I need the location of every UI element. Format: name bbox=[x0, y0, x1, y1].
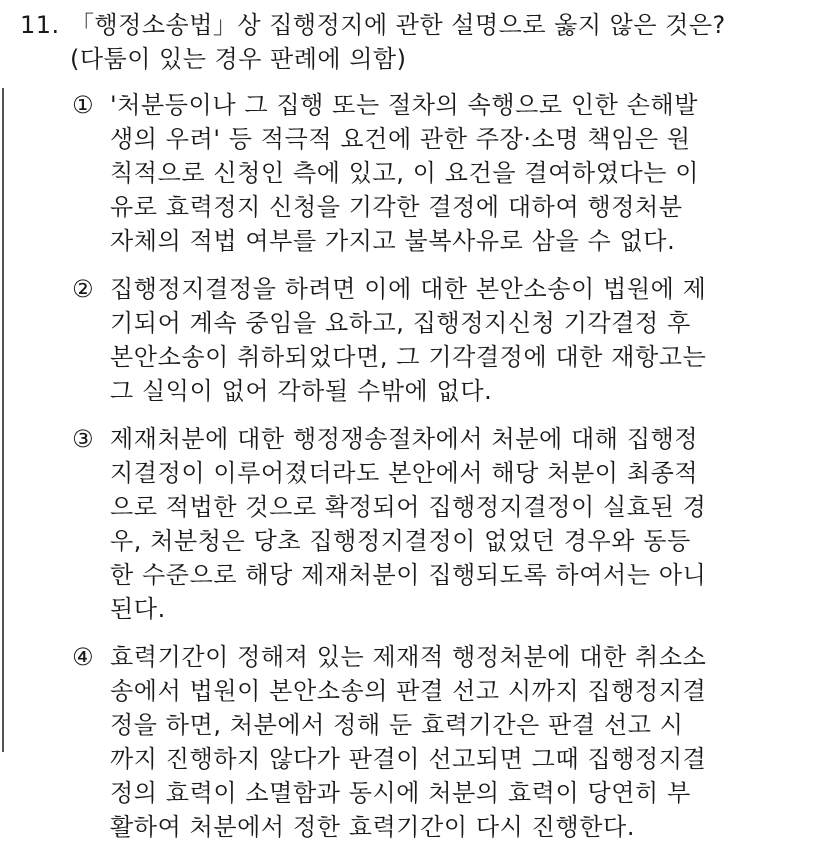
option-line: 집행정지결정을 하려면 이에 대한 본안소송이 법원에 제 bbox=[110, 275, 707, 303]
option-line: 생의 우려' 등 적극적 요건에 관한 주장·소명 책임은 원 bbox=[110, 125, 691, 153]
option-line: 기되어 계속 중임을 요하고, 집행정지신청 기각결정 후 bbox=[110, 309, 691, 337]
option-line: 칙적으로 신청인 측에 있고, 이 요건을 결여하였다는 이 bbox=[110, 159, 700, 187]
question-stem bbox=[20, 8, 820, 76]
option-1[interactable] bbox=[72, 88, 762, 258]
option-text bbox=[110, 88, 762, 258]
option-line: 그 실익이 없어 각하될 수밖에 없다. bbox=[110, 377, 493, 405]
question-number: 11. bbox=[20, 11, 60, 39]
option-marker: ② bbox=[72, 275, 95, 303]
question-title: 「행정소송법」상 집행정지에 관한 설명으로 옳지 않은 것은? bbox=[70, 11, 726, 39]
option-line: 효력기간이 정해져 있는 제재적 행정처분에 대한 취소소 bbox=[110, 643, 707, 671]
option-marker: ① bbox=[72, 91, 95, 119]
option-line: 지결정이 이루어졌더라도 본안에서 해당 처분이 최종적 bbox=[110, 459, 699, 487]
option-marker: ③ bbox=[72, 425, 95, 453]
option-line: 정의 효력이 소멸함과 동시에 처분의 효력이 당연히 부 bbox=[110, 779, 691, 807]
option-text bbox=[110, 272, 762, 408]
question-title-line1 bbox=[20, 8, 820, 42]
option-line: 으로 적법한 것으로 확정되어 집행정지결정이 실효된 경 bbox=[110, 493, 707, 521]
option-line: 정을 하면, 처분에서 정해 둔 효력기간은 판결 선고 시 bbox=[110, 711, 684, 739]
option-text bbox=[110, 422, 762, 626]
question-condition: (다툼이 있는 경우 판례에 의함) bbox=[70, 45, 407, 73]
margin-rule-divider bbox=[2, 88, 4, 752]
option-line: 제재처분에 대한 행정쟁송절차에서 처분에 대해 집행정 bbox=[110, 425, 699, 453]
option-line: '처분등이나 그 집행 또는 절차의 속행으로 인한 손해발 bbox=[110, 91, 699, 119]
option-line: 한 수준으로 해당 제재처분이 집행되도록 하여서는 아니 bbox=[110, 561, 707, 589]
option-line: 까지 진행하지 않다가 판결이 선고되면 그때 집행정지결 bbox=[110, 745, 707, 773]
option-line: 송에서 법원이 본안소송의 판결 선고 시까지 집행정지결 bbox=[110, 677, 707, 705]
option-line: 본안소송이 취하되었다면, 그 기각결정에 대한 재항고는 bbox=[110, 343, 707, 371]
option-line: 활하여 처분에서 정한 효력기간이 다시 진행한다. bbox=[110, 813, 636, 841]
option-line: 우, 처분청은 당초 집행정지결정이 없었던 경우와 동등 bbox=[110, 527, 691, 555]
option-text bbox=[110, 640, 762, 844]
option-marker: ④ bbox=[72, 643, 95, 671]
option-line: 유로 효력정지 신청을 기각한 결정에 대하여 행정처분 bbox=[110, 193, 683, 221]
option-2[interactable] bbox=[72, 272, 762, 408]
answer-options bbox=[72, 88, 762, 858]
option-3[interactable] bbox=[72, 422, 762, 626]
option-4[interactable] bbox=[72, 640, 762, 844]
option-line: 자체의 적법 여부를 가지고 불복사유로 삼을 수 없다. bbox=[110, 227, 676, 255]
option-line: 된다. bbox=[110, 595, 166, 623]
